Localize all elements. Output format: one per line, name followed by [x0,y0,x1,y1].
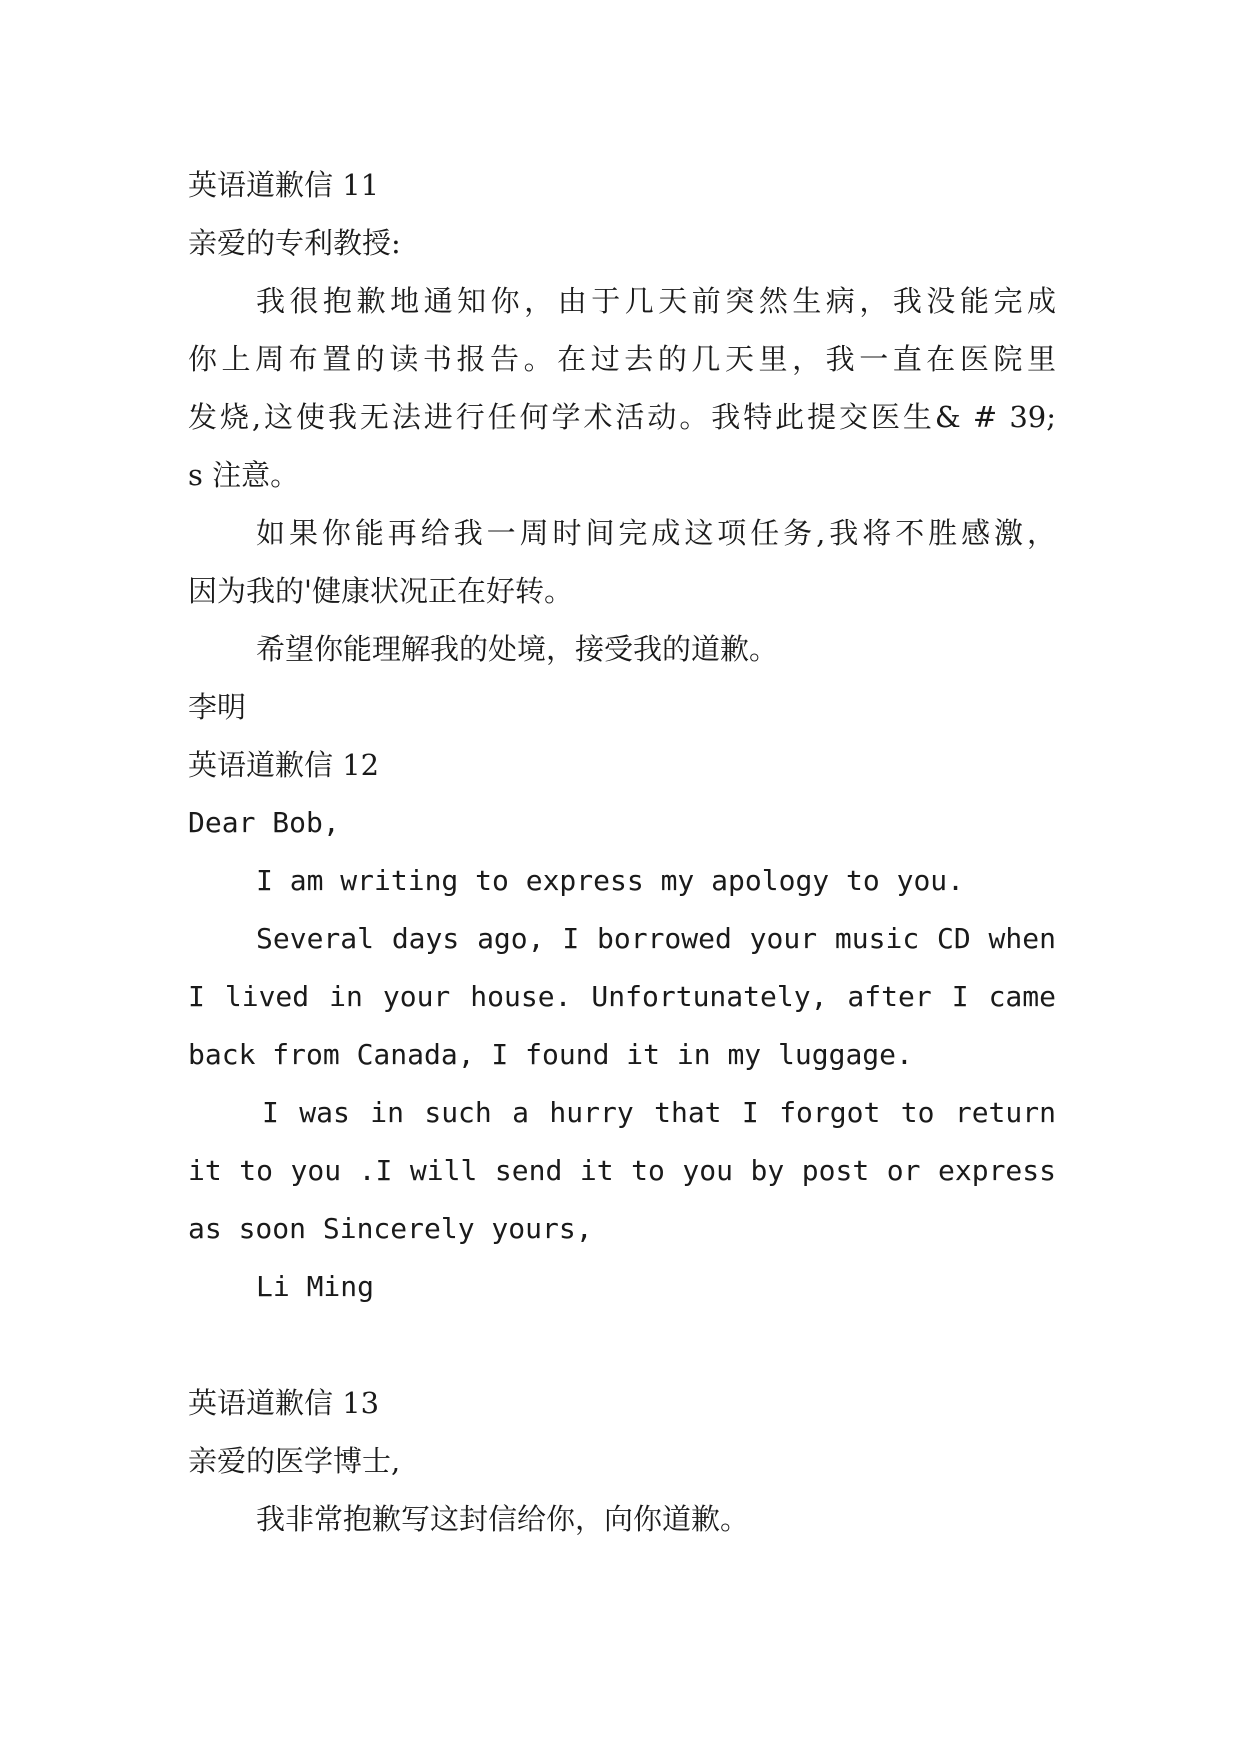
letter-12-p3-line3: as soon Sincerely yours, [188,1212,593,1245]
letter-11-signature: 李明 [188,690,247,724]
letter-12-salutation: Dear Bob, [188,806,340,839]
letter-11-p2-line1: 如果你能再给我一周时间完成这项任务,我将不胜感激， [256,516,1056,550]
letter-12-p2-line2: I lived in your house. Unfortunately, after I came [188,980,1056,1013]
letter-11-p1-line1: 我很抱歉地通知你，由于几天前突然生病，我没能完成 [256,284,1056,318]
letter-11-p3: 希望你能理解我的处境，接受我的道歉。 [256,632,779,666]
letter-12-p2-line1: Several days ago, I borrowed your music CD when [256,922,1056,955]
letter-11-heading: 英语道歉信 11 [188,168,380,202]
letter-13-heading: 英语道歉信 13 [188,1386,380,1420]
letter-12-heading: 英语道歉信 12 [188,748,380,782]
letter-12-signature: Li Ming [256,1270,375,1303]
letter-11-p1-line2: 你上周布置的读书报告。在过去的几天里，我一直在医院里 [188,342,1056,376]
letter-12-p3-line2: it to you .I will send it to you by post or express [188,1154,1056,1187]
letter-12-p2-line3: back from Canada, I found it in my luggage. [188,1038,913,1071]
letter-12-p1: I am writing to express my apology to you. [256,864,965,897]
letter-13-p1: 我非常抱歉写这封信给你，向你道歉。 [256,1502,750,1536]
letter-11-p2-line2: 因为我的'健康状况正在好转。 [188,574,573,608]
letter-12-p3-line1: I was in such a hurry that I forgot to return [262,1096,1056,1129]
letter-11-p1-line4: s 注意。 [188,458,300,492]
letter-13-salutation: 亲爱的医学博士, [188,1444,401,1478]
letter-11-salutation: 亲爱的专利教授: [188,226,401,260]
letter-11-p1-line3: 发烧,这使我无法进行任何学术活动。我特此提交医生& # 39; [188,400,1056,434]
